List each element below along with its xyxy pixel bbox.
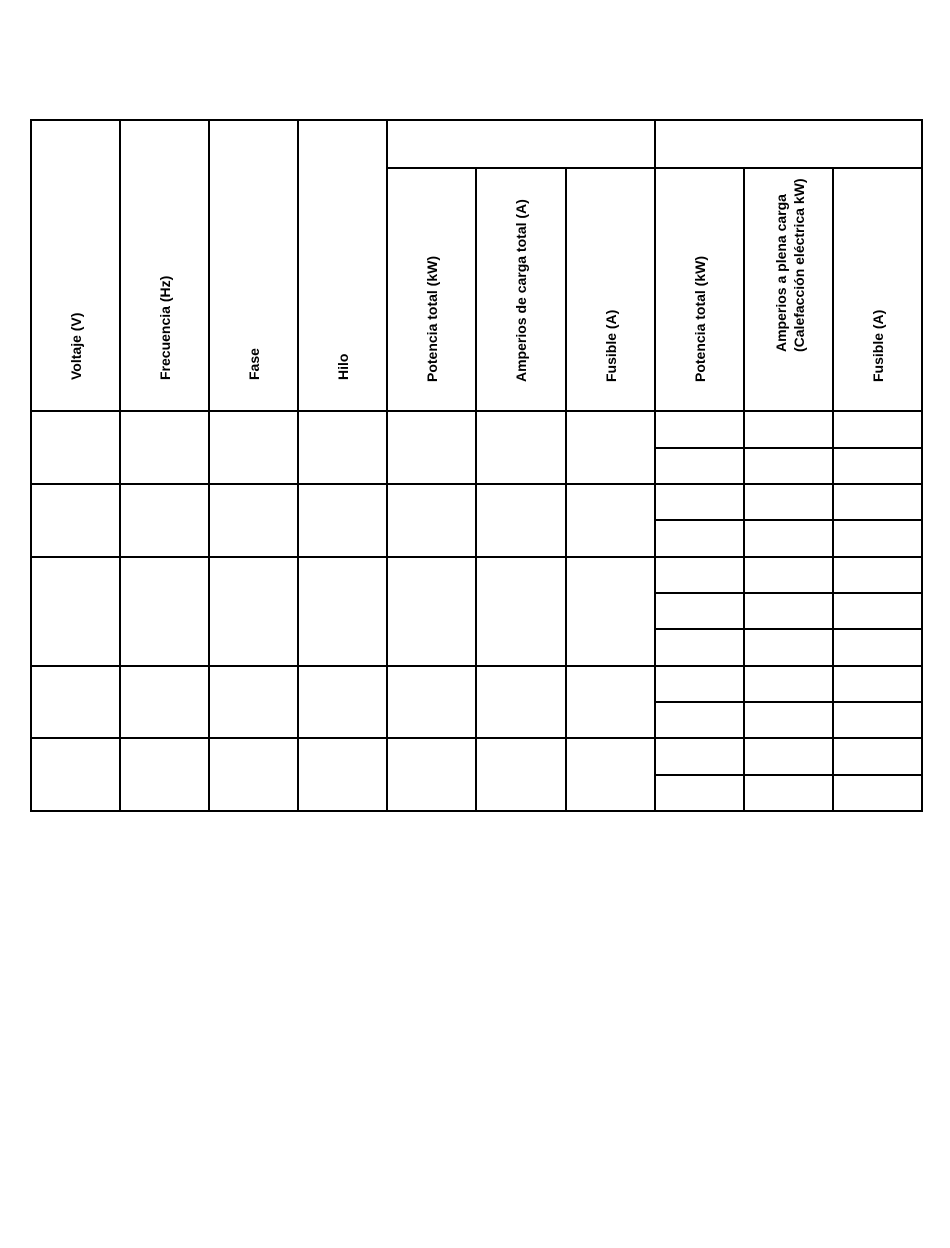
cell-group2-fuse [833,448,922,484]
cell-voltage [31,666,120,738]
cell-wire [298,666,387,738]
cell-frequency [120,666,209,738]
cell-group2-fuse [833,702,922,738]
cell-group2-amps [744,484,833,520]
cell-group2-fuse [833,629,922,666]
header-frequency: Frecuencia (Hz) [120,120,209,411]
cell-group2-power [655,448,744,484]
cell-phase [209,666,298,738]
cell-wire [298,484,387,557]
header-group2-amps [744,168,833,411]
cell-wire [298,411,387,484]
header-group2-amps-line1: Amperios a plena carga [772,194,789,352]
header-row-top [31,120,922,168]
cell-group1-amps [476,557,566,666]
cell-wire [298,738,387,811]
cell-phase [209,484,298,557]
table-row [31,484,922,520]
cell-group1-fuse [566,411,655,484]
header-group1-power: Potencia total (kW) [387,168,476,411]
cell-frequency [120,557,209,666]
cell-group2-amps [744,738,833,775]
cell-group2-fuse [833,557,922,593]
cell-frequency [120,411,209,484]
cell-group1-power [387,484,476,557]
cell-voltage [31,411,120,484]
cell-group2-fuse [833,484,922,520]
cell-group2-amps [744,702,833,738]
header-group2-fuse: Fusible (A) [833,168,922,411]
cell-group2-power [655,593,744,629]
cell-voltage [31,738,120,811]
cell-frequency [120,738,209,811]
header-phase: Fase [209,120,298,411]
cell-group2-amps [744,448,833,484]
cell-group2-amps [744,629,833,666]
cell-group2-power [655,557,744,593]
cell-group2-power [655,629,744,666]
cell-group2-fuse [833,775,922,811]
cell-phase [209,411,298,484]
cell-frequency [120,484,209,557]
cell-voltage [31,557,120,666]
cell-group1-amps [476,484,566,557]
cell-phase [209,738,298,811]
cell-group2-amps [744,666,833,702]
cell-group2-amps [744,775,833,811]
header-voltage: Voltaje (V) [31,120,120,411]
cell-phase [209,557,298,666]
cell-group1-power [387,411,476,484]
header-group1-amps: Amperios de carga total (A) [476,168,566,411]
header-group1-title [387,120,655,168]
specification-table [30,119,923,812]
header-group1-fuse: Fusible (A) [566,168,655,411]
cell-group1-fuse [566,666,655,738]
cell-group2-amps [744,557,833,593]
header-group2-amps-line2: (Calefacción eléctrica kW) [790,178,807,352]
cell-group2-power [655,484,744,520]
cell-group1-power [387,557,476,666]
table-row [31,738,922,775]
cell-voltage [31,484,120,557]
cell-group2-power [655,520,744,557]
cell-group2-amps [744,411,833,448]
cell-group1-amps [476,666,566,738]
cell-group2-fuse [833,411,922,448]
table-row [31,557,922,593]
cell-group1-power [387,738,476,811]
cell-group2-power [655,702,744,738]
header-group2-power: Potencia total (kW) [655,168,744,411]
cell-group1-power [387,666,476,738]
cell-group2-power [655,666,744,702]
cell-group2-power [655,775,744,811]
cell-group1-fuse [566,738,655,811]
cell-group2-fuse [833,666,922,702]
cell-group1-fuse [566,557,655,666]
cell-group2-fuse [833,593,922,629]
cell-group2-fuse [833,520,922,557]
cell-group2-power [655,411,744,448]
cell-group2-amps [744,520,833,557]
cell-wire [298,557,387,666]
cell-group2-fuse [833,738,922,775]
header-wire: Hilo [298,120,387,411]
cell-group2-power [655,738,744,775]
cell-group1-amps [476,411,566,484]
table-row [31,411,922,448]
header-group2-title [655,120,922,168]
cell-group1-fuse [566,484,655,557]
cell-group2-amps [744,593,833,629]
table-row [31,666,922,702]
cell-group1-amps [476,738,566,811]
